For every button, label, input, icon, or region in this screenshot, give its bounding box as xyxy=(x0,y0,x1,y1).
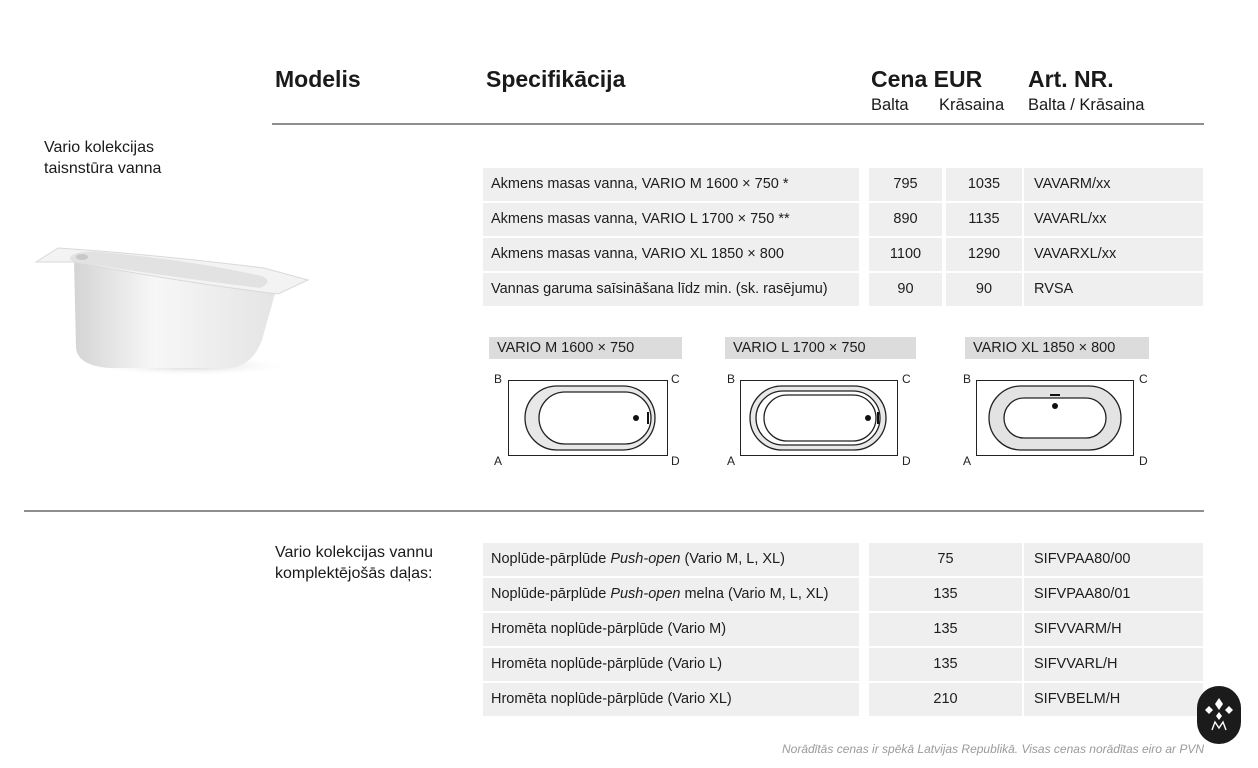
section1-label-line1: Vario kolekcijas xyxy=(44,139,154,156)
price: 135 xyxy=(869,578,1022,611)
art-number: VAVARXL/xx xyxy=(1024,238,1203,271)
diagram-drawing-vario-m xyxy=(508,380,668,456)
desc-text: melna (Vario M, L, XL) xyxy=(680,586,829,602)
footer-note: Norādītās cenas ir spēkā Latvijas Republikā. Visas cenas norādītas eiro ar PVN xyxy=(782,742,1204,756)
header-cena: Cena EUR xyxy=(871,66,983,92)
diagram-drawing-vario-l xyxy=(740,380,898,456)
price: 210 xyxy=(869,683,1022,716)
header-art: Art. NR. xyxy=(1028,66,1114,92)
desc-italic: Push-open xyxy=(610,551,681,567)
logo-badge[interactable] xyxy=(1197,686,1241,744)
corner-label-d: D xyxy=(1139,454,1148,468)
art-number: VAVARM/xx xyxy=(1024,168,1203,201)
diamond-logo-icon xyxy=(1197,686,1241,744)
price-balta: 795 xyxy=(869,168,942,201)
art-number: SIFVPAA80/01 xyxy=(1024,578,1203,611)
header-modelis: Modelis xyxy=(275,66,361,92)
price-balta: 90 xyxy=(869,273,942,306)
art-number: SIFVVARL/H xyxy=(1024,648,1203,681)
corner-label-d: D xyxy=(671,454,680,468)
corner-label-a: A xyxy=(727,454,736,468)
art-number: VAVARL/xx xyxy=(1024,203,1203,236)
price: 135 xyxy=(869,648,1022,681)
header-rule xyxy=(272,123,1204,125)
section1-label-line2: taisnstūra vanna xyxy=(44,160,162,177)
price-balta: 890 xyxy=(869,203,942,236)
diagram-label-vario-m: VARIO M 1600 × 750 xyxy=(489,337,682,359)
price: 75 xyxy=(869,543,1022,576)
corner-label-b: B xyxy=(963,372,972,386)
price-krasaina: 1290 xyxy=(946,238,1022,271)
diagram-label-vario-l: VARIO L 1700 × 750 xyxy=(725,337,916,359)
corner-label-b: B xyxy=(494,372,503,386)
corner-label-b: B xyxy=(727,372,736,386)
section1-label xyxy=(44,137,161,179)
section2-label-line1: Vario kolekcijas vannu xyxy=(275,544,434,561)
price-krasaina: 90 xyxy=(946,273,1022,306)
row-description: Hromēta noplūde-pārplūde (Vario L) xyxy=(483,648,859,681)
row-description: Hromēta noplūde-pārplūde (Vario XL) xyxy=(483,683,859,716)
row-description: Vannas garuma saīsināšana līdz min. (sk. rasējumu) xyxy=(483,273,859,306)
corner-label-c: C xyxy=(671,372,680,386)
header-cena-krasaina: Krāsaina xyxy=(939,96,1005,114)
row-description xyxy=(483,578,859,611)
row-description: Hromēta noplūde-pārplūde (Vario M) xyxy=(483,613,859,646)
section-divider xyxy=(24,510,1204,512)
row-description: Akmens masas vanna, VARIO XL 1850 × 800 xyxy=(483,238,859,271)
row-description: Akmens masas vanna, VARIO L 1700 × 750 ** xyxy=(483,203,859,236)
header-cena-balta: Balta xyxy=(871,96,909,114)
desc-italic: Push-open xyxy=(610,586,681,602)
desc-text: Noplūde-pārplūde xyxy=(491,551,611,567)
row-description: Akmens masas vanna, VARIO M 1600 × 750 * xyxy=(483,168,859,201)
art-number: SIFVPAA80/00 xyxy=(1024,543,1203,576)
diagram-drawing-vario-xl xyxy=(976,380,1134,456)
desc-text: (Vario M, L, XL) xyxy=(680,551,785,567)
section2-label-line2: komplektējošās daļas: xyxy=(275,565,433,582)
row-description xyxy=(483,543,859,576)
price: 135 xyxy=(869,613,1022,646)
art-number: SIFVBELM/H xyxy=(1024,683,1203,716)
price-balta: 1100 xyxy=(869,238,942,271)
header-art-sub: Balta / Krāsaina xyxy=(1028,96,1145,114)
corner-label-c: C xyxy=(1139,372,1148,386)
diagram-label-vario-xl: VARIO XL 1850 × 800 xyxy=(965,337,1149,359)
bathtub-image xyxy=(30,230,312,380)
header-specifikacija: Specifikācija xyxy=(486,66,626,92)
corner-label-d: D xyxy=(902,454,911,468)
price-krasaina: 1035 xyxy=(946,168,1022,201)
desc-text: Noplūde-pārplūde xyxy=(491,586,611,602)
art-number: SIFVVARM/H xyxy=(1024,613,1203,646)
corner-label-c: C xyxy=(902,372,911,386)
section2-label xyxy=(275,542,433,584)
price-krasaina: 1135 xyxy=(946,203,1022,236)
art-number: RVSA xyxy=(1024,273,1203,306)
corner-label-a: A xyxy=(963,454,972,468)
corner-label-a: A xyxy=(494,454,503,468)
